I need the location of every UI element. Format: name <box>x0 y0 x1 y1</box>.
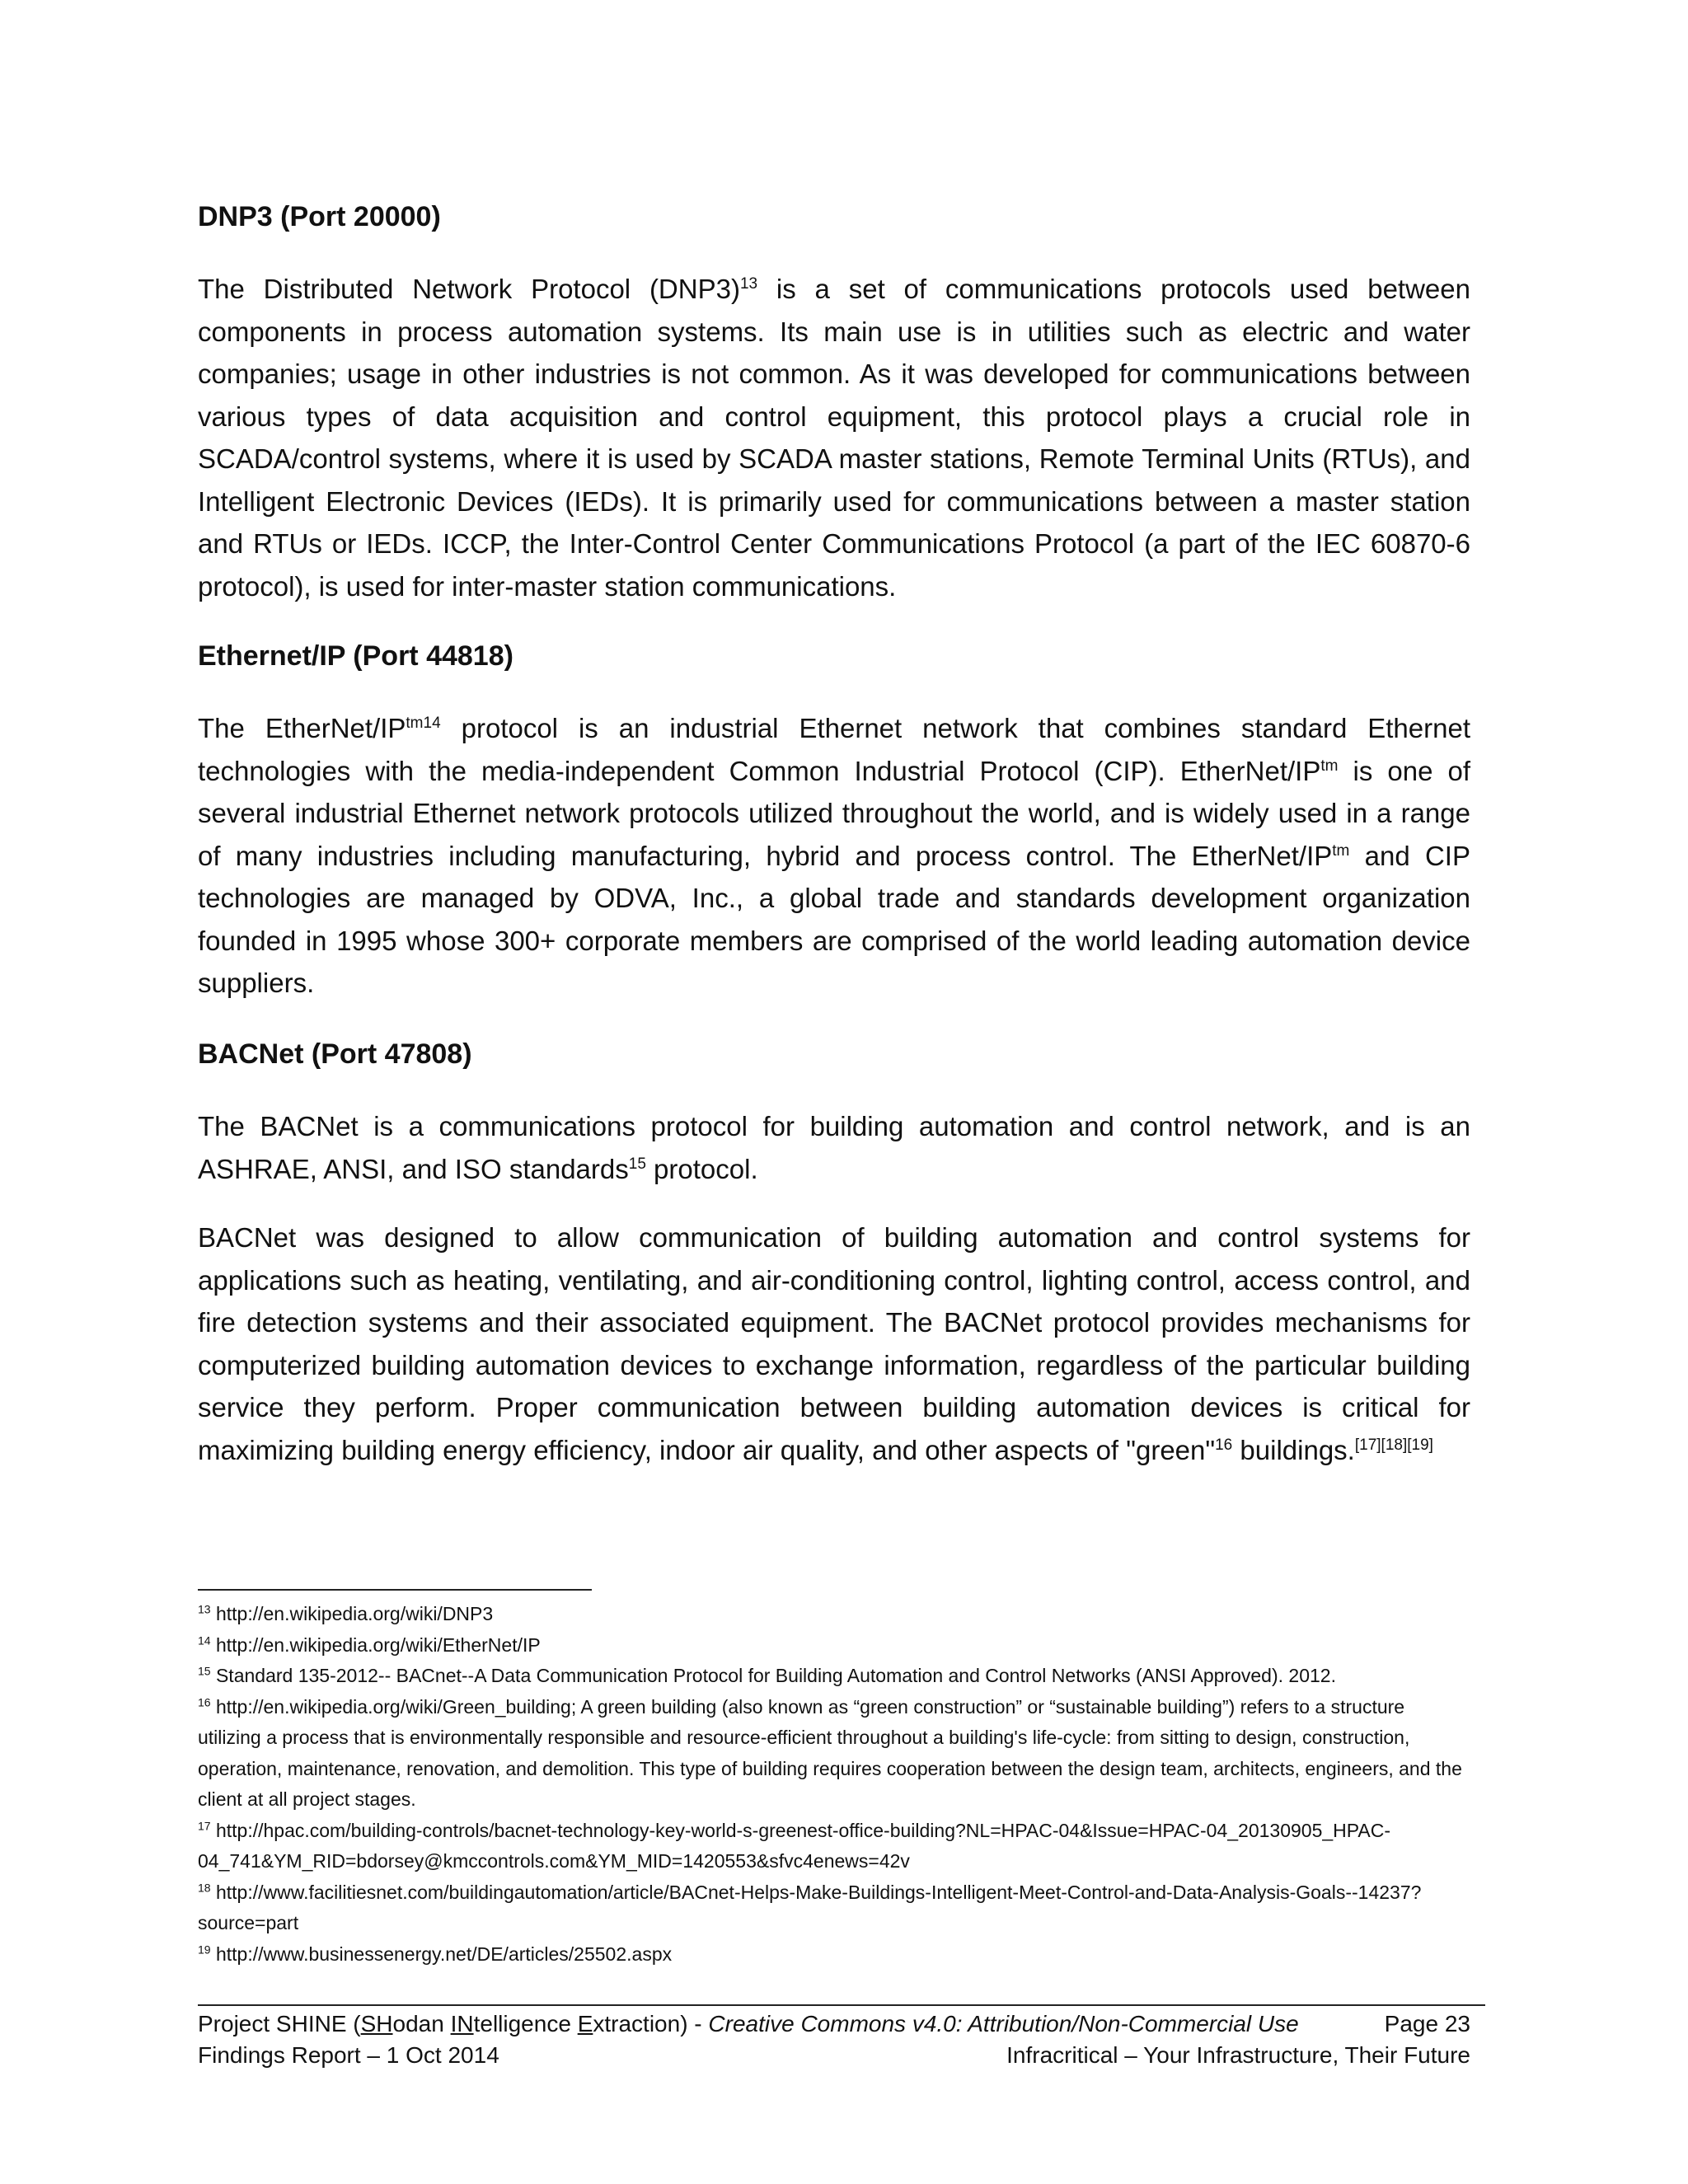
section-heading-bacnet: BACNet (Port 47808) <box>198 1038 472 1070</box>
footer-tagline: Infracritical – Your Infrastructure, Their Future <box>1006 2042 1470 2068</box>
footnote-separator <box>198 1589 592 1591</box>
section-heading-dnp3: DNP3 (Port 20000) <box>198 201 441 232</box>
footnote-ref-16: 16 <box>1215 1436 1233 1454</box>
footer-project: Project SHINE (SHodan INtelligence Extraction) - Creative Commons v4.0: Attribution/Non-Commercial Use <box>198 2011 1299 2036</box>
section-heading-ethernet-ip: Ethernet/IP (Port 44818) <box>198 640 513 672</box>
paragraph-bacnet-intro: The BACNet is a communications protocol for building automation and control network, and is an ASHRAE, ANSI, and ISO standards$^{15}$ protocol. <box>198 1111 1470 1184</box>
paragraph-bacnet-detail: BACNet was designed to allow communication of building automation and control systems for applications such as heating, ventilating, and air-conditioning control, lighting control, access control, and fire detection systems and their associated equipment. The BACNet protocol provides mechanisms for computerized building automation devices to exchange information, regardless of the particular building service they perform. Proper communication between building automation devices is critical for maximizing building energy efficiency, indoor air quality, and other aspects of "green"$^{16}$ buildings.[17][18][19] <box>198 1222 1470 1465</box>
footnote-16: $^{16}$ http://en.wikipedia.org/wiki/Green_building; A green building (also known as “green construction” or “sustainable building”) refers to a structure utilizing a process that is environmentally responsible and resource-efficient throughout a building's life-cycle: from sitting to design, construction, operation, maintenance, renovation, and demolition. This type of building requires cooperation between the design team, architects, engineers, and the client at all project stages. <box>198 1694 1462 1810</box>
footnote-15: $^{15}$ Standard 135-2012-- BACnet--A Data Communication Protocol for Building Automation and Control Networks (ANSI Approved). 2012. <box>198 1664 1336 1686</box>
paragraph-ethernet-ip: The EtherNet/$IP^{tm14}$ protocol is an industrial Ethernet network that combines standard Ethernet technologies with the media-independent Common Industrial Protocol (CIP). EtherNet/$IP^{tm}$ is one of several industrial Ethernet network protocols utilized throughout the world, and is widely used in a range of many industries including manufacturing, hybrid and process control. The EtherNet/$IP^{tm}$ and CIP technologies are managed by ODVA, Inc., a global trade and standards development organization founded in 1995 whose 300+ corporate members are comprised of the world leading automation device suppliers. <box>198 713 1471 998</box>
footer-license: Creative Commons v4.0: Attribution/Non-Commercial Use <box>708 2011 1299 2036</box>
footnote-14: $^{14}$ http://en.wikipedia.org/wiki/EtherNet/IP <box>198 1633 541 1656</box>
footnote-ref-15: 15 <box>628 1155 646 1173</box>
footer-report-date: Findings Report – 1 Oct 2014 <box>198 2042 499 2068</box>
footnote-18: $^{18}$ http://www.facilitiesnet.com/buildingautomation/article/BACnet-Helps-Make-Buildings-Intelligent-Meet-Control-and-Data-Analysis-Goals--14237?source=part <box>198 1880 1422 1933</box>
footnotes <box>198 1599 1470 1970</box>
footnote-17: $^{17}$ http://hpac.com/building-controls/bacnet-technology-key-world-s-greenest-office-building?NL=HPAC-04&Issue=HPAC-04_20130905_HPAC-04_741&YM_RID=bdorsey@kmccontrols.com&YM_MID=1420553&sfvc4enews=42v <box>198 1818 1391 1872</box>
footnote-19: $^{19}$ http://www.businessenergy.net/DE/articles/25502.aspx <box>198 1942 673 1965</box>
paragraph-dnp3: The Distributed Network Protocol $(DNP3)^{13}$ is a set of communications protocols used between components in process automation systems. Its main use is in utilities such as electric and water companies; usage in other industries is not common. As it was developed for communications between various types of data acquisition and control equipment, this protocol plays a crucial role in SCADA/control systems, where it is used by SCADA master stations, Remote Terminal Units (RTUs), and Intelligent Electronic Devices (IEDs). It is primarily used for communications between a master station and RTUs or IEDs. ICCP, the Inter-Control Center Communications Protocol (a part of the IEC 60870-6 protocol), is used for inter-master station communications. <box>198 274 1470 602</box>
footer-row-2 <box>198 2040 1470 2071</box>
page-footer <box>198 2008 1470 2071</box>
footnote-ref-14: tm14 <box>406 715 441 732</box>
footer-row-1 <box>198 2008 1470 2040</box>
footer-separator <box>198 2004 1485 2006</box>
footnote-13: $^{13}$ http://en.wikipedia.org/wiki/DNP3 <box>198 1602 494 1624</box>
footnote-ref-17-19: [17][18][19] <box>1354 1436 1433 1454</box>
footer-page-number: Page 23 <box>1384 2011 1470 2036</box>
footnote-ref-13: 13 <box>739 275 758 293</box>
